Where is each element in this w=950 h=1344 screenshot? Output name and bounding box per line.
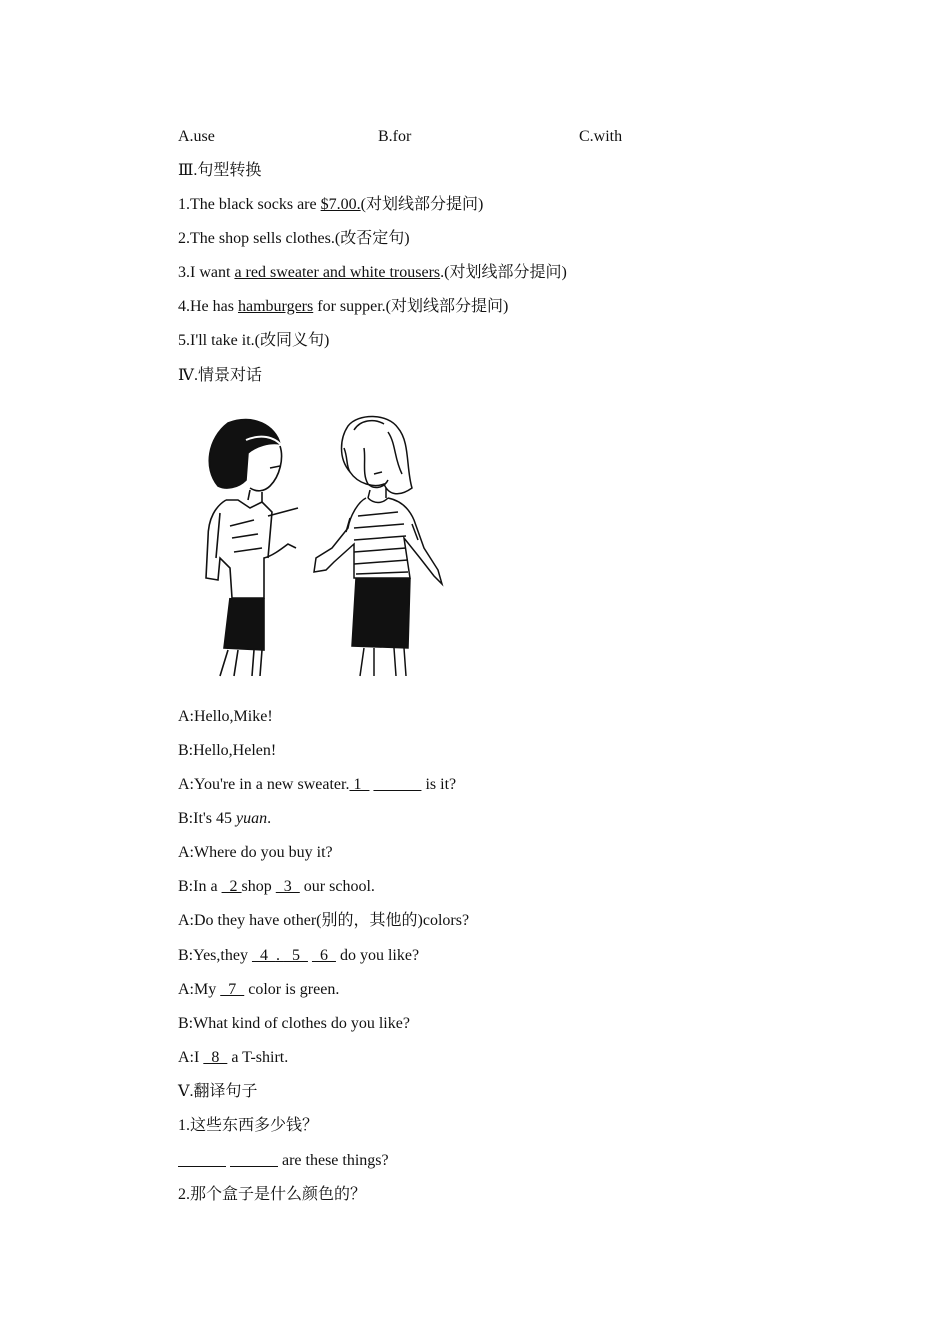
section5-heading: Ⅴ.翻译句子: [178, 1083, 258, 1100]
section3-question-4: [178, 297, 508, 317]
section5-question-1: 1.这些东西多少钱？: [178, 1117, 319, 1134]
d4-italic: yuan: [236, 810, 268, 827]
d3-text: A:You're in a new sweater.: [178, 776, 350, 793]
d8-end: do you like?: [335, 947, 420, 964]
dialogue-line-1: A:Hello,Mike!: [178, 708, 273, 725]
q1-instruction: (对划线部分提问): [360, 196, 484, 213]
dialogue-line-8: [178, 946, 419, 966]
blank-5: 5: [283, 947, 308, 964]
two-girls-illustration: [198, 408, 468, 678]
dialogue-line-6: [178, 877, 375, 897]
dialogue-line-11: [178, 1048, 288, 1068]
dialogue-line-10: B:What kind of clothes do you like?: [178, 1015, 410, 1032]
blank-1b: [373, 776, 421, 793]
d11-end: a T-shirt.: [227, 1049, 289, 1066]
q4-instruction: for supper.(对划线部分提问): [313, 298, 509, 315]
d6-end: our school.: [299, 878, 375, 895]
option-b: B.for: [378, 128, 412, 145]
section3-question-3: [178, 263, 567, 283]
d9-text: A:My: [178, 981, 221, 998]
d8-sep1: .: [275, 947, 284, 964]
dialogue-line-3: [178, 775, 456, 795]
q1-underlined: $7.00.: [320, 196, 361, 213]
d6-text: B:In a: [178, 878, 222, 895]
answer-blank-1: [178, 1152, 226, 1169]
section3-heading: Ⅲ.句型转换: [178, 162, 262, 179]
dialogue-line-9: [178, 980, 339, 1000]
d4-end: .: [267, 810, 272, 827]
blank-2: 2: [221, 878, 242, 895]
d8-text: B:Yes,they: [178, 947, 252, 964]
d9-end: color is green.: [244, 981, 340, 998]
section3-question-5: 5.I'll take it.(改同义句): [178, 332, 330, 349]
q4-underlined: hamburgers: [237, 298, 314, 315]
dialogue-line-7: A:Do they have other(别的，其他的)colors?: [178, 912, 470, 929]
dialogue-line-4: [178, 809, 271, 829]
dialogue-line-2: B:Hello,Helen!: [178, 742, 277, 759]
q4-text: 4.He has: [178, 298, 238, 315]
q3-text: 3.I want: [178, 264, 235, 281]
blank-3: 3: [275, 878, 300, 895]
d6-mid: shop: [241, 878, 276, 895]
q3-instruction: .(对划线部分提问): [440, 264, 567, 281]
blank-4: 4: [251, 947, 276, 964]
section3-question-2: 2.The shop sells clothes.(改否定句): [178, 230, 410, 247]
answer-end: are these things?: [278, 1152, 389, 1169]
option-c: C.with: [579, 128, 623, 145]
blank-8: 8: [203, 1049, 228, 1066]
d3-end: is it?: [421, 776, 457, 793]
section4-heading: Ⅳ.情景对话: [178, 367, 262, 384]
answer-blank-2: [230, 1152, 278, 1169]
q1-text: 1.The black socks are: [178, 196, 321, 213]
blank-6: 6: [311, 947, 336, 964]
dialogue-line-5: A:Where do you buy it?: [178, 844, 333, 861]
section5-question-2: 2.那个盒子是什么颜色的？: [178, 1186, 367, 1203]
section5-answer-1: [178, 1151, 389, 1171]
d11-text: A:I: [178, 1049, 204, 1066]
section3-question-1: [178, 195, 483, 215]
d4-text: B:It's 45: [178, 810, 236, 827]
option-a: A.use: [178, 128, 215, 145]
q3-underlined: a red sweater and white trousers: [234, 264, 441, 281]
blank-7: 7: [220, 981, 245, 998]
right-girl-figure: [314, 416, 442, 676]
blank-1: 1: [349, 776, 370, 793]
left-girl-figure: [206, 420, 298, 676]
